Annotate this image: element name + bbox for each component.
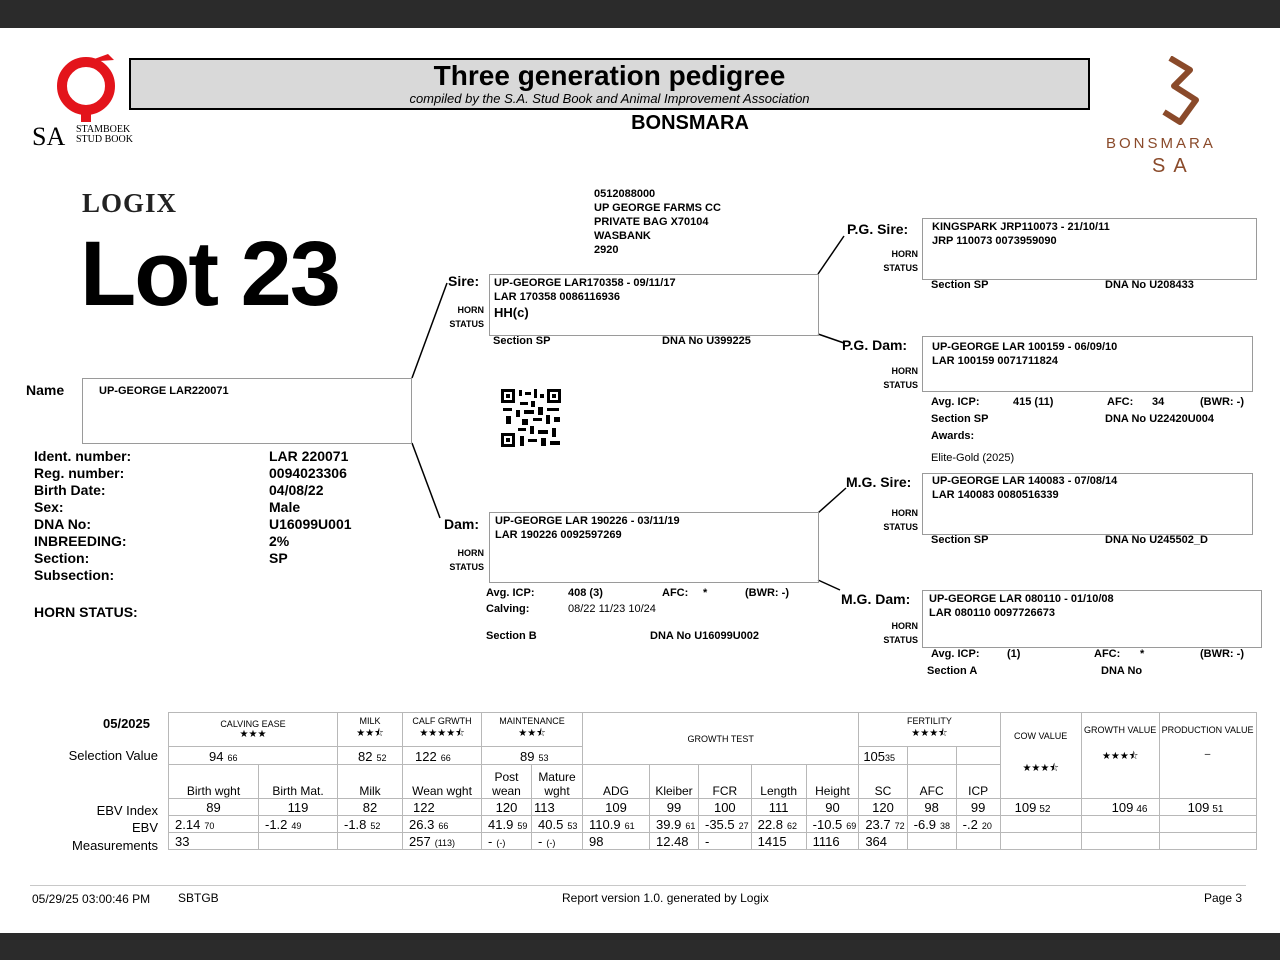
ebv-value: -6.9 <box>913 817 937 832</box>
ebv-accuracy: 69 <box>846 821 857 831</box>
sire-horn-value: HH(c) <box>494 305 529 320</box>
dam-dna: DNA No U16099U002 <box>650 630 760 642</box>
ebv-index-cell: 111 <box>751 799 806 816</box>
sex-label: Sex: <box>34 499 64 515</box>
measurement-cell <box>907 833 956 850</box>
status-word: STATUS <box>449 319 484 329</box>
dam-icp-label: Avg. ICP: <box>486 587 535 599</box>
col-icp: ICP <box>956 765 1000 799</box>
reg-number-label: Reg. number: <box>34 465 125 481</box>
row-label-selection-value: Selection Value <box>68 748 158 763</box>
ebv-row <box>169 816 1257 833</box>
measurement-cell <box>751 833 806 850</box>
fertility-header <box>859 713 1000 747</box>
birth-date-value: 04/08/22 <box>269 482 324 498</box>
measurement-cell <box>338 833 403 850</box>
owner-postcode: 2920 <box>594 244 619 256</box>
bonsmara-logo-text: BONSMARA <box>1106 135 1216 152</box>
col-birth-wght: Birth wght <box>169 765 259 799</box>
owner-town: WASBANK <box>594 230 651 242</box>
animal-name-box <box>82 378 412 444</box>
ebv-index-row <box>169 799 1257 816</box>
ebv-cell <box>338 816 403 833</box>
ebv-accuracy: 53 <box>567 821 578 831</box>
ebv-value: -.2 <box>962 817 978 832</box>
dam-calving-value: 08/22 11/23 10/24 <box>568 603 656 615</box>
col-milk: Milk <box>338 765 403 799</box>
qr-code-icon <box>500 388 562 448</box>
ebv-index-cell: 98 <box>907 799 956 816</box>
mg-sire-name: UP-GEORGE LAR 140083 - 07/08/14 <box>932 475 1118 487</box>
calf-growth-sv: 122 <box>415 749 437 764</box>
maintenance-header <box>482 713 583 747</box>
sire-box <box>489 274 819 336</box>
ebv-date: 05/2025 <box>103 716 150 731</box>
measurement-cell <box>259 833 338 850</box>
measurement-cell <box>403 833 482 850</box>
pg-dam-name: UP-GEORGE LAR 100159 - 06/09/10 <box>932 341 1118 353</box>
ebv-index-cell: 119 <box>259 799 338 816</box>
ebv-cell <box>532 816 583 833</box>
section-value: SP <box>269 550 288 566</box>
breed-name: BONSMARA <box>631 112 749 134</box>
footer-page-number: Page 3 <box>1204 891 1243 905</box>
mg-dam-afc-value: * <box>1140 648 1145 660</box>
milk-sv: 82 <box>358 749 373 764</box>
dam-section: Section B <box>486 630 537 642</box>
dna-label: DNA No: <box>34 516 92 532</box>
page-subtitle: compiled by the S.A. Stud Book and Animal Improvement Association <box>409 91 810 106</box>
logix-brand: LOGIX <box>82 188 178 218</box>
horn-word: HORN <box>891 621 918 631</box>
production-value-index <box>1159 799 1256 816</box>
col-birth-mat: Birth Mat. <box>259 765 338 799</box>
measurement-accuracy: (-) <box>496 838 506 848</box>
ebv-cell <box>907 816 956 833</box>
measurement-value: 257 <box>409 834 431 849</box>
ebv-cell <box>751 816 806 833</box>
ebv-group-header-row <box>169 713 1257 747</box>
ebv-value: 40.5 <box>538 817 564 832</box>
measurement-cell <box>650 833 699 850</box>
col-height: Height <box>806 765 859 799</box>
ebv-value: 22.8 <box>757 817 783 832</box>
pg-dam-label: P.G. Dam: <box>842 337 908 353</box>
measurement-blank-cell <box>1159 833 1256 850</box>
milk-stars: ★★⯪ <box>356 728 384 739</box>
pg-sire-section: Section SP <box>931 279 989 291</box>
maintenance-title: MAINTENANCE <box>499 716 565 726</box>
mg-dam-details <box>929 592 1114 620</box>
horn-word: HORN <box>891 508 918 518</box>
fertility-sv: 105 <box>863 749 886 764</box>
ebv-value: -1.2 <box>265 817 288 832</box>
ebv-table <box>168 712 1257 850</box>
measurement-cell <box>583 833 650 850</box>
measurement-value: 1116 <box>812 834 840 849</box>
calf-growth-stars: ★★★★⯪ <box>419 728 465 739</box>
dam-details <box>495 514 680 542</box>
pg-dam-ident: LAR 100159 0071711824 <box>932 355 1058 367</box>
ebv-accuracy: 20 <box>981 821 992 831</box>
col-fcr: FCR <box>699 765 752 799</box>
ebv-accuracy: 70 <box>204 821 215 831</box>
ebv-blank-cell <box>1081 816 1159 833</box>
inbreeding-value: 2% <box>269 533 290 549</box>
calf-growth-title: CALF GRWTH <box>412 716 472 726</box>
measurement-value: - <box>705 834 710 849</box>
mg-sire-horn-status-label <box>872 506 918 534</box>
ebv-accuracy: 61 <box>624 821 635 831</box>
milk-header <box>338 713 403 747</box>
owner-address-line: PRIVATE BAG X70104 <box>594 216 709 228</box>
mg-dam-icp-label: Avg. ICP: <box>931 648 980 660</box>
col-adg: ADG <box>583 765 650 799</box>
col-wean-wght: Wean wght <box>403 765 482 799</box>
ebv-blank-cell <box>1159 816 1256 833</box>
ebv-blank-cell <box>1000 816 1081 833</box>
stamboek-line: STAMBOEK <box>76 124 131 135</box>
mg-dam-afc-label: AFC: <box>1094 648 1121 660</box>
ebv-cell <box>403 816 482 833</box>
ebv-index-cell: 120 <box>859 799 907 816</box>
mg-dam-ident: LAR 080110 0097726673 <box>929 607 1055 619</box>
bonsmara-sa-text: SA <box>1152 155 1195 177</box>
horn-word: HORN <box>891 366 918 376</box>
cow-value-stars: ★★★⯪ <box>1022 763 1059 774</box>
milk-sv-acc: 52 <box>376 753 387 763</box>
ebv-accuracy: 62 <box>786 821 797 831</box>
dna-value: U16099U001 <box>269 516 352 532</box>
measurement-cell <box>859 833 907 850</box>
status-word: STATUS <box>883 522 918 532</box>
growth-test-header: GROWTH TEST <box>583 713 859 765</box>
footer-divider <box>30 885 1246 886</box>
calf-growth-sv-acc: 66 <box>440 753 451 763</box>
production-value-header <box>1159 713 1256 799</box>
ebv-value: 2.14 <box>175 817 201 832</box>
mg-dam-icp-value: (1) <box>1007 648 1021 660</box>
ebv-accuracy: 27 <box>738 821 749 831</box>
mg-dam-label: M.G. Dam: <box>841 591 911 607</box>
measurements-row <box>169 833 1257 850</box>
measurement-value: 364 <box>865 834 888 849</box>
ebv-accuracy: 38 <box>940 821 951 831</box>
row-label-ebv-index: EBV Index <box>96 803 158 818</box>
sire-horn-status-label <box>440 303 484 331</box>
reg-number-value: 0094023306 <box>269 465 347 481</box>
ident-number-label: Ident. number: <box>34 448 132 464</box>
dam-label: Dam: <box>444 516 480 532</box>
measurement-cell <box>956 833 1000 850</box>
measurement-value: - <box>538 834 543 849</box>
col-length: Length <box>751 765 806 799</box>
birth-date-label: Birth Date: <box>34 482 106 498</box>
measurement-value: 98 <box>589 834 604 849</box>
measurement-cell <box>806 833 859 850</box>
cow-value-header <box>1000 713 1081 799</box>
row-label-ebv: EBV <box>131 820 158 835</box>
fertility-stars: ★★★⯪ <box>911 728 948 739</box>
sire-details <box>494 276 676 320</box>
ebv-value: -1.8 <box>344 817 367 832</box>
footer-timestamp: 05/29/25 03:00:46 PM <box>32 892 151 906</box>
horn-word: HORN <box>891 249 918 259</box>
ident-number-value: LAR 220071 <box>269 448 349 464</box>
pg-dam-icp-label: Avg. ICP: <box>931 396 980 408</box>
ebv-cell <box>806 816 859 833</box>
pg-sire-box <box>922 218 1257 280</box>
ebv-index-cell: 109 <box>583 799 650 816</box>
dam-name: UP-GEORGE LAR 190226 - 03/11/19 <box>495 515 680 527</box>
dam-horn-status-label <box>440 546 484 574</box>
ebv-accuracy: 66 <box>438 821 449 831</box>
ebv-index-cell: 113 <box>532 799 583 816</box>
mg-dam-bwr: (BWR: -) <box>1200 648 1244 660</box>
ebv-cell <box>956 816 1000 833</box>
measurement-cell <box>699 833 752 850</box>
name-label: Name <box>26 382 65 398</box>
mg-dam-box <box>922 590 1262 648</box>
ebv-index-cell: 90 <box>806 799 859 816</box>
section-label: Section: <box>34 550 90 566</box>
pg-dam-afc-value: 34 <box>1152 396 1165 408</box>
col-sc: SC <box>859 765 907 799</box>
page-title: Three generation pedigree <box>433 60 786 91</box>
maintenance-sv: 89 <box>520 749 535 764</box>
growth-value-index <box>1081 799 1159 816</box>
animal-name: UP-GEORGE LAR220071 <box>99 385 229 397</box>
pg-dam-horn-status-label <box>872 364 918 392</box>
maintenance-sv-acc: 53 <box>538 753 549 763</box>
calving-ease-stars: ★★★ <box>239 729 267 740</box>
ebv-accuracy: 49 <box>291 821 302 831</box>
growth-value-index-acc: 46 <box>1136 804 1148 815</box>
pg-sire-ident: JRP 110073 0073959090 <box>932 235 1057 247</box>
pg-dam-dna: DNA No U22420U004 <box>1105 413 1215 425</box>
pg-dam-bwr: (BWR: -) <box>1200 396 1244 408</box>
pg-sire-dna: DNA No U208433 <box>1105 279 1194 291</box>
pg-sire-details <box>932 220 1110 248</box>
dam-afc-label: AFC: <box>662 587 689 599</box>
mg-dam-name: UP-GEORGE LAR 080110 - 01/10/08 <box>929 593 1114 605</box>
lot-number: Lot 23 <box>80 223 339 325</box>
status-word: STATUS <box>883 380 918 390</box>
measurement-blank-cell <box>1081 833 1159 850</box>
ebv-accuracy: 52 <box>370 821 381 831</box>
ebv-value: -10.5 <box>812 817 843 832</box>
pg-dam-afc-label: AFC: <box>1107 396 1134 408</box>
growth-value-title: GROWTH VALUE <box>1083 725 1157 735</box>
pg-dam-icp-value: 415 (11) <box>1013 396 1054 408</box>
cow-value-title: COW VALUE <box>1013 731 1068 741</box>
ebv-cell <box>583 816 650 833</box>
ebv-value: 23.7 <box>865 817 891 832</box>
measurement-value: - <box>488 834 493 849</box>
mg-sire-ident: LAR 140083 0080516339 <box>932 489 1059 501</box>
calving-ease-title: CALVING EASE <box>220 719 286 729</box>
calving-ease-sv-acc: 66 <box>227 753 238 763</box>
measurement-blank-cell <box>1000 833 1081 850</box>
dam-icp-value: 408 (3) <box>568 587 603 599</box>
pg-dam-box <box>922 336 1253 392</box>
milk-title: MILK <box>359 716 381 726</box>
sire-section: Section SP <box>493 335 551 347</box>
maintenance-stars: ★★⯪ <box>518 728 546 739</box>
mg-sire-details <box>932 474 1117 502</box>
ebv-accuracy: 61 <box>685 821 696 831</box>
growth-value-header <box>1081 713 1159 799</box>
calving-ease-header <box>169 713 338 747</box>
cow-value-index-value: 109 <box>1014 800 1037 815</box>
dam-ident: LAR 190226 0092597269 <box>495 529 622 541</box>
calf-growth-header <box>403 713 482 747</box>
pg-dam-details <box>932 340 1117 368</box>
col-kleiber: Kleiber <box>650 765 699 799</box>
ebv-value: -35.5 <box>705 817 735 832</box>
horn-status-label: HORN STATUS: <box>34 604 138 620</box>
mg-sire-label: M.G. Sire: <box>846 474 912 490</box>
ebv-index-cell: 99 <box>956 799 1000 816</box>
cow-value-index-acc: 52 <box>1039 804 1051 815</box>
fertility-sv-blank-1 <box>907 747 956 765</box>
ebv-index-cell: 122 <box>403 799 482 816</box>
horn-word: HORN <box>457 548 484 558</box>
sire-name: UP-GEORGE LAR170358 - 09/11/17 <box>494 277 676 289</box>
fertility-sv-blank-2 <box>956 747 1000 765</box>
maintenance-selection <box>482 747 583 765</box>
growth-value-index-value: 109 <box>1111 800 1134 815</box>
ebv-index-cell: 89 <box>169 799 259 816</box>
pg-sire-label: P.G. Sire: <box>847 221 909 237</box>
dam-box <box>489 512 819 583</box>
measurement-value: 12.48 <box>656 834 689 849</box>
pedigree-page <box>0 28 1280 933</box>
production-value-index-value: 109 <box>1187 800 1210 815</box>
viewer-top-bar <box>0 0 1280 28</box>
animal-details-values <box>269 448 352 567</box>
mg-dam-section: Section A <box>927 665 978 677</box>
mg-sire-section: Section SP <box>931 534 989 546</box>
calving-ease-selection <box>169 747 338 765</box>
ebv-index-cell: 100 <box>699 799 752 816</box>
sire-dna: DNA No U399225 <box>662 335 751 347</box>
sire-label: Sire: <box>448 273 480 289</box>
ebv-cell <box>650 816 699 833</box>
col-mature-wght: Mature wght <box>532 765 583 799</box>
growth-value-stars: ★★★⯪ <box>1101 751 1139 762</box>
subsection-label: Subsection: <box>34 567 115 583</box>
animal-details-labels <box>34 448 131 584</box>
col-afc: AFC <box>907 765 956 799</box>
calf-growth-selection <box>403 747 482 765</box>
sa-letters: SA <box>32 122 66 151</box>
fertility-sv-acc: 35 <box>885 753 896 763</box>
measurement-cell <box>169 833 259 850</box>
status-word: STATUS <box>883 263 918 273</box>
ebv-accuracy: 59 <box>517 821 528 831</box>
fertility-selection <box>859 747 907 765</box>
horn-word: HORN <box>457 305 484 315</box>
owner-phone: 0512088000 <box>594 188 656 200</box>
production-value-title: PRODUCTION VALUE <box>1161 725 1254 735</box>
footer-user: SBTGB <box>178 891 219 905</box>
ebv-index-cell: 82 <box>338 799 403 816</box>
mg-dam-dna: DNA No <box>1101 665 1143 677</box>
ebv-value: 39.9 <box>656 817 682 832</box>
row-label-measurements: Measurements <box>72 838 158 853</box>
pg-dam-award: Elite-Gold (2025) <box>931 452 1015 464</box>
ebv-cell <box>859 816 907 833</box>
ebv-cell <box>169 816 259 833</box>
cow-value-index <box>1000 799 1081 816</box>
col-post-wean: Post wean <box>482 765 532 799</box>
measurement-accuracy: (-) <box>546 838 556 848</box>
ebv-index-cell: 120 <box>482 799 532 816</box>
pg-sire-horn-status-label <box>872 247 918 275</box>
status-word: STATUS <box>883 635 918 645</box>
dam-bwr: (BWR: -) <box>745 587 789 599</box>
ebv-cell <box>259 816 338 833</box>
measurement-cell <box>482 833 532 850</box>
measurement-value: 1415 <box>757 834 787 849</box>
production-value-index-acc: 51 <box>1212 804 1224 815</box>
measurement-cell <box>532 833 583 850</box>
ebv-cell <box>699 816 752 833</box>
ebv-cell <box>482 816 532 833</box>
ebv-accuracy: 72 <box>894 821 905 831</box>
mg-dam-horn-status-label <box>872 619 918 647</box>
milk-selection <box>338 747 403 765</box>
ebv-value: 26.3 <box>409 817 435 832</box>
sex-value: Male <box>269 499 301 515</box>
calving-ease-sv: 94 <box>209 749 224 764</box>
viewer-bottom-bar <box>0 933 1280 960</box>
mg-sire-dna: DNA No U245502_D <box>1105 534 1208 546</box>
footer-report: Report version 1.0. generated by Logix <box>562 891 769 905</box>
ebv-value: 110.9 <box>589 817 621 832</box>
studbook-line: STUD BOOK <box>76 134 133 145</box>
inbreeding-label: INBREEDING: <box>34 533 127 549</box>
fertility-title: FERTILITY <box>907 716 952 726</box>
dam-calving-label: Calving: <box>486 603 530 615</box>
measurement-accuracy: (113) <box>434 838 456 848</box>
pg-dam-section: Section SP <box>931 413 989 425</box>
measurement-value: 33 <box>175 834 190 849</box>
ebv-index-cell: 99 <box>650 799 699 816</box>
pg-dam-awards-label: Awards: <box>931 430 975 442</box>
mg-sire-box <box>922 473 1253 535</box>
status-word: STATUS <box>449 562 484 572</box>
sire-ident: LAR 170358 0086116936 <box>494 291 620 303</box>
dam-afc-value: * <box>703 587 708 599</box>
owner-name: UP GEORGE FARMS CC <box>594 202 721 214</box>
pg-sire-name: KINGSPARK JRP110073 - 21/10/11 <box>932 221 1110 233</box>
production-value-stars: – <box>1204 749 1211 760</box>
ebv-value: 41.9 <box>488 817 514 832</box>
